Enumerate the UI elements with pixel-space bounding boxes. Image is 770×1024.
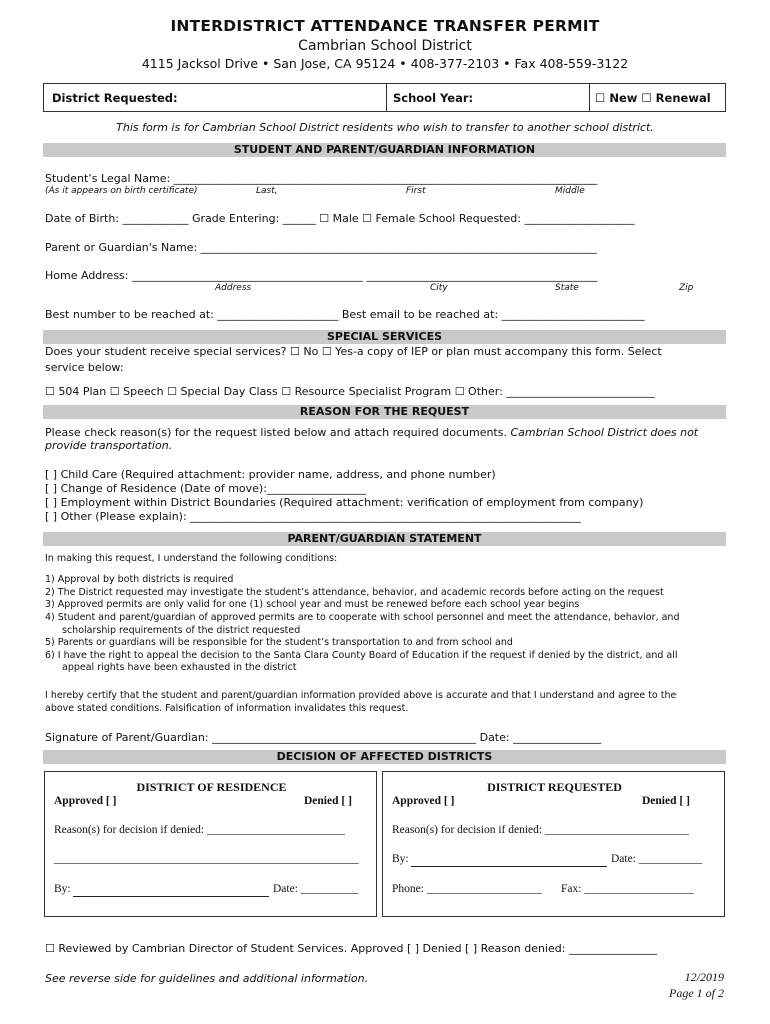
intro-text: This form is for Cambrian School District residents who wish to transfer to another school district.	[116, 121, 654, 134]
parent-signature-field[interactable]: Signature of Parent/Guardian: ________________________________________________ Date: ________________	[45, 731, 602, 744]
residence-by-label: By:	[54, 883, 71, 895]
zip-label: Zip	[679, 283, 694, 293]
state-label: State	[555, 283, 579, 293]
city-label: City	[430, 283, 448, 293]
home-address-field[interactable]: Home Address: __________________________________________ __________________________________________	[45, 269, 598, 282]
special-services-question-cont: service below:	[45, 361, 124, 374]
section-heading-student: STUDENT AND PARENT/GUARDIAN INFORMATION	[43, 143, 726, 157]
reason-child-care[interactable]: [ ] Child Care (Required attachment: provider name, address, and phone number)	[45, 468, 496, 481]
certify-text: I hereby certify that the student and parent/guardian information provided above is accurate and that I understand and agree to the	[45, 690, 677, 701]
school-year-field[interactable]: School Year:	[393, 90, 474, 105]
residence-date-field[interactable]: Date: __________	[273, 883, 359, 895]
requested-phone-field[interactable]: Phone: ____________________	[392, 883, 542, 895]
condition-4-cont: scholarship requirements of the district requested	[62, 625, 301, 636]
dob-grade-gender-row[interactable]: Date of Birth: ____________ Grade Entering: ______ ☐ Male ☐ Female School Requested: ____________________	[45, 212, 635, 225]
request-header-box	[43, 83, 726, 112]
last-label: Last,	[256, 186, 278, 196]
form-title: INTERDISTRICT ATTENDANCE TRANSFER PERMIT	[170, 17, 600, 35]
reason-change-residence[interactable]: [ ] Change of Residence (Date of move):__________________	[45, 482, 366, 495]
residence-reasons-field[interactable]: Reason(s) for decision if denied: ________________________	[54, 824, 345, 836]
condition-1: 1) Approval by both districts is required	[45, 574, 234, 585]
reason-other[interactable]: [ ] Other (Please explain): _______________________________________________________________________	[45, 510, 581, 523]
district-address: 4115 Jacksol Drive • San Jose, CA 95124 • 408-377-2103 • Fax 408-559-3122	[141, 56, 629, 71]
condition-6-cont: appeal rights have been exhausted in the district	[62, 662, 297, 673]
reason-instructions-text: Please check reason(s) for the request listed below and attach required documents.	[45, 426, 511, 439]
reason-employment[interactable]: [ ] Employment within District Boundaries (Required attachment: verification of employment from company)	[45, 496, 644, 509]
section-heading-special-services: SPECIAL SERVICES	[43, 330, 726, 344]
special-services-question[interactable]: Does your student receive special services? ☐ No ☐ Yes-a copy of IEP or plan must accompany this form. Select	[45, 345, 662, 358]
see-reverse-note: See reverse side for guidelines and additional information.	[45, 972, 369, 985]
requested-by-line[interactable]	[411, 866, 607, 867]
requested-date-field[interactable]: Date: ___________	[611, 853, 703, 865]
statement-intro: In making this request, I understand the following conditions:	[45, 553, 338, 564]
no-transport-note-cont: provide transportation.	[45, 439, 173, 452]
middle-label: Middle	[555, 186, 585, 196]
residence-approved-checkbox[interactable]: Approved [ ]	[54, 795, 117, 807]
requested-title: DISTRICT REQUESTED	[487, 780, 622, 794]
address-label: Address	[215, 283, 252, 293]
district-requested-box	[382, 771, 725, 917]
requested-denied-checkbox[interactable]: Denied [ ]	[642, 795, 690, 807]
district-name: Cambrian School District	[298, 38, 472, 54]
condition-2: 2) The District requested may investigate the student’s attendance, behavior, and academic records before acting on the request	[45, 587, 664, 598]
requested-by-label: By:	[392, 853, 409, 865]
contact-row[interactable]: Best number to be reached at: ______________________ Best email to be reached at: __________________________	[45, 308, 645, 321]
district-requested-field[interactable]: District Requested:	[52, 90, 178, 105]
residence-by-line[interactable]	[73, 896, 269, 897]
divider	[589, 84, 590, 111]
residence-denied-checkbox[interactable]: Denied [ ]	[304, 795, 352, 807]
residence-title: DISTRICT OF RESIDENCE	[136, 780, 287, 794]
service-options[interactable]: ☐ 504 Plan ☐ Speech ☐ Special Day Class ☐ Resource Specialist Program ☐ Other: ___________________________	[45, 385, 655, 398]
legal-name-field[interactable]: Student’s Legal Name: _____________________________________________________________________________	[45, 172, 598, 185]
certify-text-cont: above stated conditions. Falsification of information invalidates this request.	[45, 703, 409, 714]
parent-name-field[interactable]: Parent or Guardian's Name: ________________________________________________________________________	[45, 241, 597, 254]
district-of-residence-box	[44, 771, 377, 917]
residence-reasons-blank[interactable]: _____________________________________________________	[54, 853, 359, 865]
page-number: Page 1 of 2	[669, 986, 724, 1000]
birth-cert-note: (As it appears on birth certificate)	[45, 186, 198, 196]
section-heading-reason: REASON FOR THE REQUEST	[43, 405, 726, 419]
requested-approved-checkbox[interactable]: Approved [ ]	[392, 795, 455, 807]
director-review-row[interactable]: ☐ Reviewed by Cambrian Director of Student Services. Approved [ ] Denied [ ] Reason denied: ________________	[45, 942, 657, 955]
new-renewal-checkboxes[interactable]: ☐ New ☐ Renewal	[595, 90, 711, 105]
divider	[386, 84, 387, 111]
form-date: 12/2019	[684, 970, 724, 984]
requested-fax-field[interactable]: Fax: ___________________	[561, 883, 694, 895]
reason-instructions	[45, 426, 698, 439]
requested-reasons-field[interactable]: Reason(s) for decision if denied: _________________________	[392, 824, 689, 836]
condition-4: 4) Student and parent/guardian of approved permits are to cooperate with school personnel and meet the attendance, behavior, and	[45, 612, 680, 623]
condition-6: 6) I have the right to appeal the decision to the Santa Clara County Board of Education if the request if denied by the district, and all	[45, 650, 678, 661]
section-heading-decision: DECISION OF AFFECTED DISTRICTS	[43, 750, 726, 764]
first-label: First	[406, 186, 426, 196]
section-heading-statement: PARENT/GUARDIAN STATEMENT	[43, 532, 726, 546]
no-transport-note: Cambrian School District does not	[510, 426, 699, 439]
condition-3: 3) Approved permits are only valid for one (1) school year and must be renewed before each school year begins	[45, 599, 580, 610]
condition-5: 5) Parents or guardians will be responsible for the student’s transportation to and from school and	[45, 637, 513, 648]
